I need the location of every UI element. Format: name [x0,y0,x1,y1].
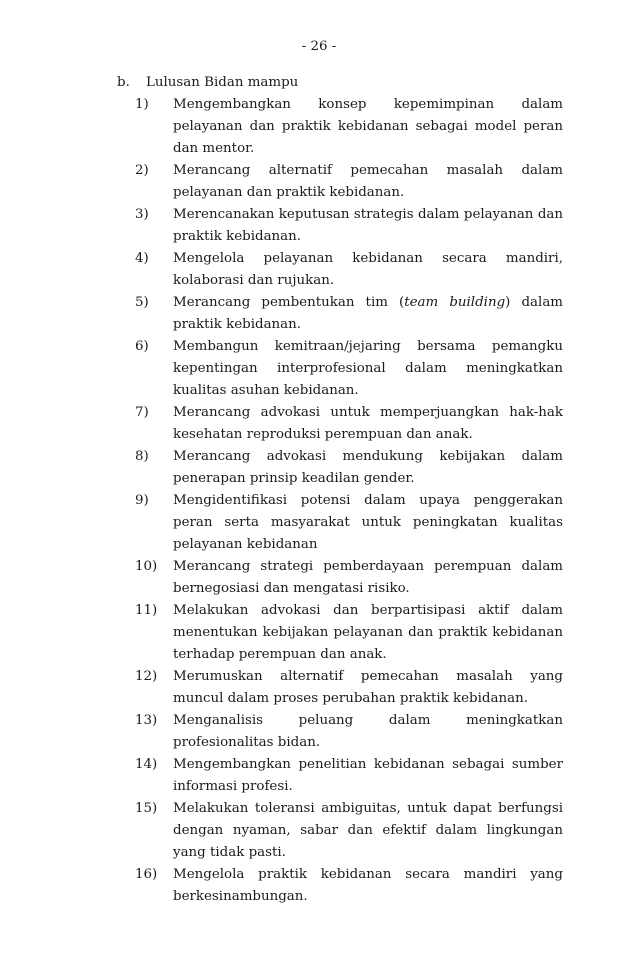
list-item [135,754,563,798]
list-item [135,556,563,600]
list-item [135,204,563,248]
list-item [135,600,563,666]
item-number: 9) [135,493,149,508]
list-item [135,336,563,402]
item-text: Mengembangkan penelitian kebidanan sebagai sumber informasi profesi. [173,757,563,794]
item-text: Mengelola praktik kebidanan secara mandiri yang berkesinambungan. [173,867,563,904]
item-number: 11) [135,603,158,618]
item-text: Merancang advokasi mendukung kebijakan dalam penerapan prinsip keadilan gender. [173,449,563,486]
item-number: 16) [135,867,158,882]
list-item [135,490,563,556]
item-text: Merancang alternatif pemecahan masalah dalam pelayanan dan praktik kebidanan. [173,163,563,200]
list-item [135,160,563,204]
list-item [135,666,563,710]
item-text-after: ) dalam praktik kebidanan. [173,295,563,332]
item-number: 12) [135,669,158,684]
item-number: 15) [135,801,158,816]
item-text: Melakukan toleransi ambiguitas, untuk dapat berfungsi dengan nyaman, sabar dan efektif dalam lingkungan yang tidak pasti. [173,801,563,860]
item-text: Mengidentifikasi potensi dalam upaya penggerakan peran serta masyarakat untuk peningkatan kualitas pelayanan kebidanan [173,493,563,552]
item-text: Membangun kemitraan/jejaring bersama pemangku kepentingan interprofesional dalam meningkatkan kualitas asuhan kebidanan. [173,339,563,398]
list-item [135,446,563,490]
item-text: Merencanakan keputusan strategis dalam pelayanan dan praktik kebidanan. [173,207,563,244]
list-item [135,248,563,292]
item-number: 8) [135,449,149,464]
item-number: 1) [135,97,149,112]
section-heading [117,72,563,94]
list-item [135,864,563,908]
item-text: Merumuskan alternatif pemecahan masalah yang muncul dalam proses perubahan praktik kebidanan. [173,669,563,706]
section-b [117,72,563,904]
item-number: 13) [135,713,158,728]
item-text: Mengembangkan konsep kepemimpinan dalam pelayanan dan praktik kebidanan sebagai model peran dan mentor. [173,97,563,156]
item-number: 10) [135,559,158,574]
item-text: Mengelola pelayanan kebidanan secara mandiri, kolaborasi dan rujukan. [173,251,563,288]
list-item [135,402,563,446]
item-number: 3) [135,207,149,222]
list-item [135,798,563,864]
item-number: 5) [135,295,149,310]
list-item [135,710,563,754]
item-number: 4) [135,251,149,266]
list-item [135,292,563,336]
item-text-italic: team building [404,295,506,310]
item-text-before: Merancang pembentukan tim ( [173,295,405,310]
item-number: 2) [135,163,149,178]
page-number: - 26 - [301,39,337,54]
competency-list [135,94,563,908]
item-number: 6) [135,339,149,354]
list-item [135,94,563,160]
item-text: Merancang strategi pemberdayaan perempuan dalam bernegosiasi dan mengatasi risiko. [173,559,563,596]
item-number: 14) [135,757,158,772]
item-text: Merancang advokasi untuk memperjuangkan hak-hak kesehatan reproduksi perempuan dan anak. [173,405,563,442]
item-text: Menganalisis peluang dalam meningkatkan profesionalitas bidan. [173,713,563,750]
item-text: Melakukan advokasi dan berpartisipasi aktif dalam menentukan kebijakan pelayanan dan praktik kebidanan terhadap perempuan dan anak. [173,603,563,662]
item-number: 7) [135,405,149,420]
item-text [173,292,563,336]
section-title: Lulusan Bidan mampu [146,75,299,90]
section-letter: b. [117,75,130,90]
